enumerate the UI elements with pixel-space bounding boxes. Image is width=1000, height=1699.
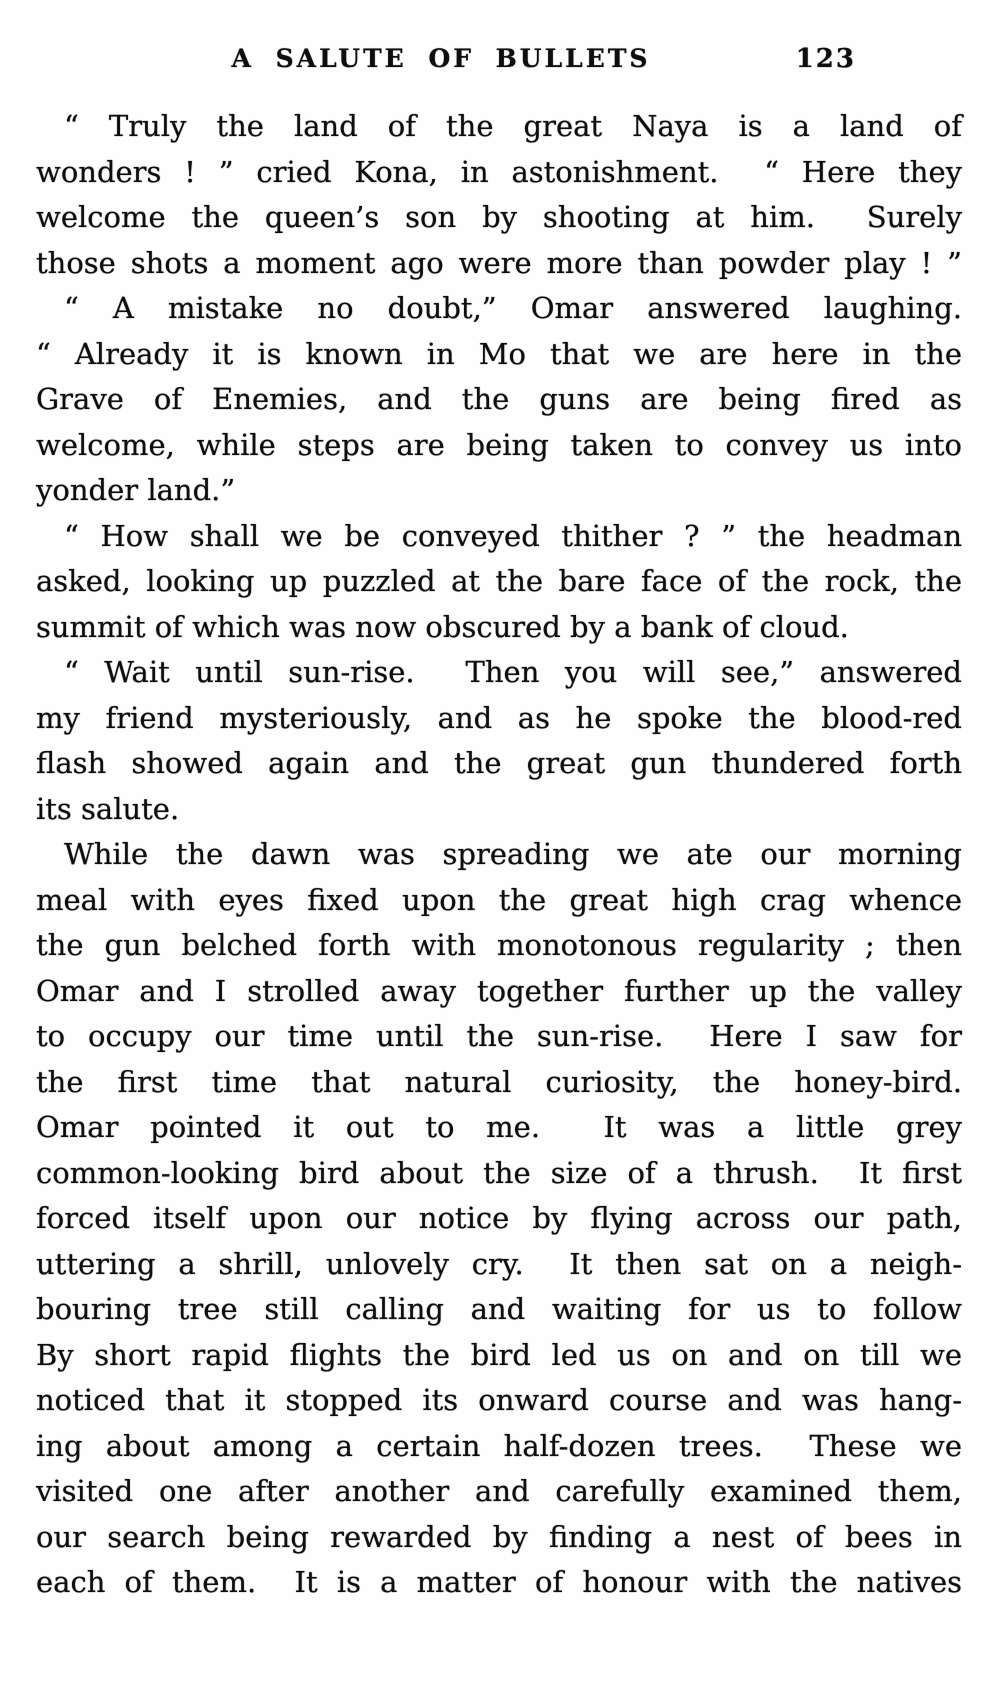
text-line: “ Truly the land of the great Naya is a land of <box>64 109 962 143</box>
text-line: its salute. <box>36 791 180 826</box>
text-line: Omar pointed it out to me. It was a little grey <box>36 1110 962 1144</box>
text-line: bouring tree still calling and waiting for us to follow <box>36 1292 962 1326</box>
text-line: flash showed again and the great gun thundered forth <box>36 746 962 780</box>
text-line: welcome the queen’s son by shooting at him. Surely <box>36 200 962 234</box>
text-line: “ A mistake no doubt,” Omar answered laughing. <box>64 291 962 325</box>
text-line: to occupy our time until the sun-rise. Here I saw for <box>36 1019 962 1053</box>
text-line: wonders ! ” cried Kona, in astonishment. “ Here they <box>36 154 962 189</box>
text-line: “ Already it is known in Mo that we are here in the <box>36 336 962 371</box>
paragraph <box>36 286 962 514</box>
text-line: By short rapid flights the bird led us on and on till we <box>36 1337 962 1372</box>
text-line: ing about among a certain half-dozen trees. These we <box>36 1428 962 1463</box>
text-content <box>36 104 962 1606</box>
text-line: each of them. It is a matter of honour with the natives <box>36 1565 962 1599</box>
text-line: Grave of Enemies, and the guns are being fired as <box>36 382 962 416</box>
text-line: “ Wait until sun-rise. Then you will see,” answered <box>64 655 962 689</box>
page-number: 123 <box>795 44 856 74</box>
running-header <box>0 0 1000 100</box>
text-line: summit of which was now obscured by a bank of cloud. <box>36 609 849 644</box>
text-line: While the dawn was spreading we ate our morning <box>64 837 962 871</box>
text-line: common-looking bird about the size of a thrush. It first <box>36 1155 962 1190</box>
text-line: yonder land.” <box>36 473 236 507</box>
text-line: the first time that natural curiosity, the honey-bird. <box>36 1064 962 1099</box>
paragraph <box>36 832 962 1606</box>
paragraph <box>36 104 962 286</box>
text-line: the gun belched forth with monotonous regularity ; then <box>36 928 962 962</box>
paragraph <box>36 514 962 651</box>
paragraph <box>36 650 962 832</box>
text-line: noticed that it stopped its onward course and was hang- <box>36 1383 962 1417</box>
text-line: Omar and I strolled away together further up the valley <box>36 973 962 1008</box>
text-line: my friend mysteriously, and as he spoke the blood-red <box>36 700 962 735</box>
text-line: our search being rewarded by finding a nest of bees in <box>36 1519 962 1554</box>
text-line: uttering a shrill, unlovely cry. It then sat on a neigh- <box>36 1246 962 1281</box>
text-line: those shots a moment ago were more than powder play ! ” <box>36 245 962 280</box>
text-line: asked, looking up puzzled at the bare face of the rock, the <box>36 564 962 598</box>
text-line: welcome, while steps are being taken to convey us into <box>36 427 962 462</box>
chapter-title: A SALUTE OF BULLETS <box>231 44 651 73</box>
text-line: “ How shall we be conveyed thither ? ” the headman <box>64 518 962 553</box>
text-line: meal with eyes fixed upon the great high crag whence <box>36 882 962 917</box>
text-line: forced itself upon our notice by flying across our path, <box>36 1201 962 1235</box>
text-line: visited one after another and carefully examined them, <box>36 1474 962 1508</box>
